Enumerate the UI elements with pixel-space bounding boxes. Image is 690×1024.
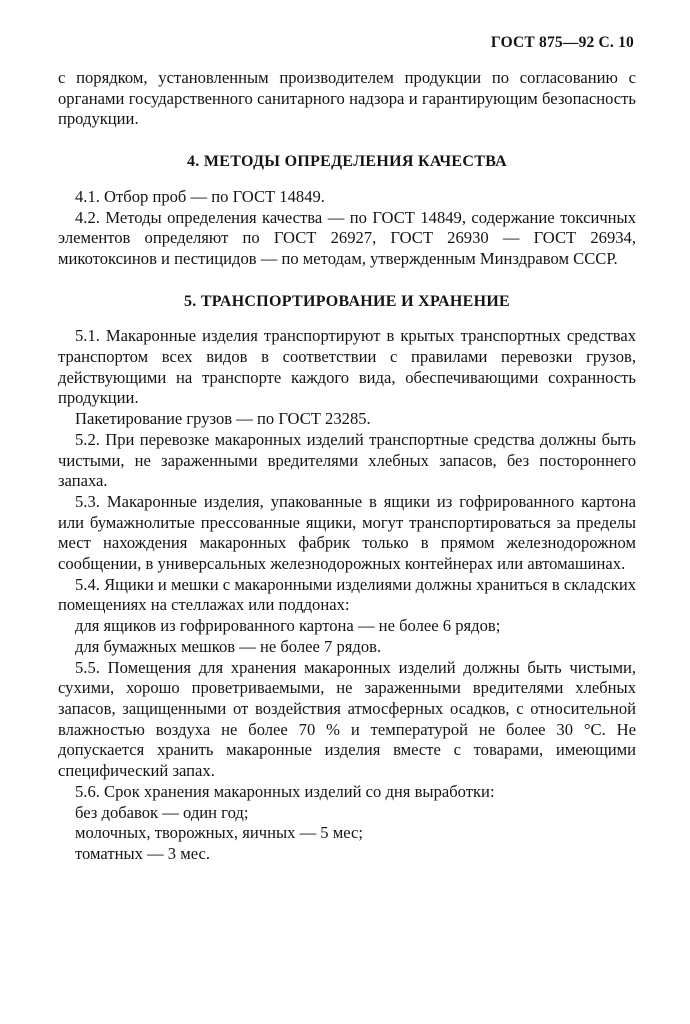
page-header-reference: ГОСТ 875—92 С. 10	[490, 34, 634, 51]
clause-5-2: 5.2. При перевозке макаронных изделий транспортные средства должны быть чистыми, не зараженными вредителями хлебных запасов, без постороннего запаха.	[58, 429, 636, 491]
section-4-heading: 4. МЕТОДЫ ОПРЕДЕЛЕНИЯ КАЧЕСТВА	[186, 153, 508, 171]
clause-5-1-packaging: Пакетирование грузов — по ГОСТ 23285.	[75, 409, 371, 429]
clause-5-6: 5.6. Срок хранения макаронных изделий со дня выработки:	[75, 781, 495, 801]
intro-paragraph: с порядком, установленным производителем продукции по согласованию с органами государственного санитарного надзора и гарантирующим безопасность продукции.	[58, 68, 636, 129]
clause-5-6-item-dairy-egg: молочных, творожных, яичных — 5 мес;	[75, 823, 364, 843]
clause-5-3: 5.3. Макаронные изделия, упакованные в ящики из гофрированного картона или бумажнолитые прессованные ящики, могут транспортироваться за пределы мест нахождения макаронных фабрик только в прямом железнодорожном сообщении, в универсальных железнодорожных контейнерах или автомашинах.	[58, 491, 636, 574]
document-body	[58, 68, 636, 865]
clause-5-1: 5.1. Макаронные изделия транспортируют в крытых транспортных средствах транспортом всех видов в соответствии с правилами перевозки грузов, действующими на транспорте каждого вида, обеспечивающими сохранность продукции.	[58, 326, 636, 408]
clause-5-6-item-tomato: томатных — 3 мес.	[75, 843, 211, 863]
clause-5-4-item-boxes: для ящиков из гофрированного картона — не более 6 рядов;	[75, 616, 501, 636]
clause-5-4: 5.4. Ящики и мешки с макаронными изделиями должны храниться в складских помещениях на стеллажах или поддонах:	[58, 574, 636, 615]
clause-5-4-item-bags: для бумажных мешков — не более 7 рядов.	[75, 636, 382, 656]
clause-5-6-item-plain: без добавок — один год;	[75, 802, 249, 822]
clause-4-1: 4.1. Отбор проб — по ГОСТ 14849.	[75, 186, 325, 206]
clause-5-5: 5.5. Помещения для хранения макаронных изделий должны быть чистыми, сухими, хорошо проветриваемыми, не зараженными вредителями хлебных запасов, защищенными от воздействия атмосферных осадков, с относительной влажностью воздуха не более 70 % и температурой не более 30 °С. Не допускается хранить макаронные изделия вместе с товарами, имеющими специфический запах.	[58, 657, 636, 781]
clause-4-2: 4.2. Методы определения качества — по ГОСТ 14849, содержание токсичных элементов определяют по ГОСТ 26927, ГОСТ 26930 — ГОСТ 26934, микотоксинов и пестицидов — по методам, утвержденным Минздравом СССР.	[58, 207, 636, 268]
section-5-heading: 5. ТРАНСПОРТИРОВАНИЕ И ХРАНЕНИЕ	[183, 292, 511, 310]
